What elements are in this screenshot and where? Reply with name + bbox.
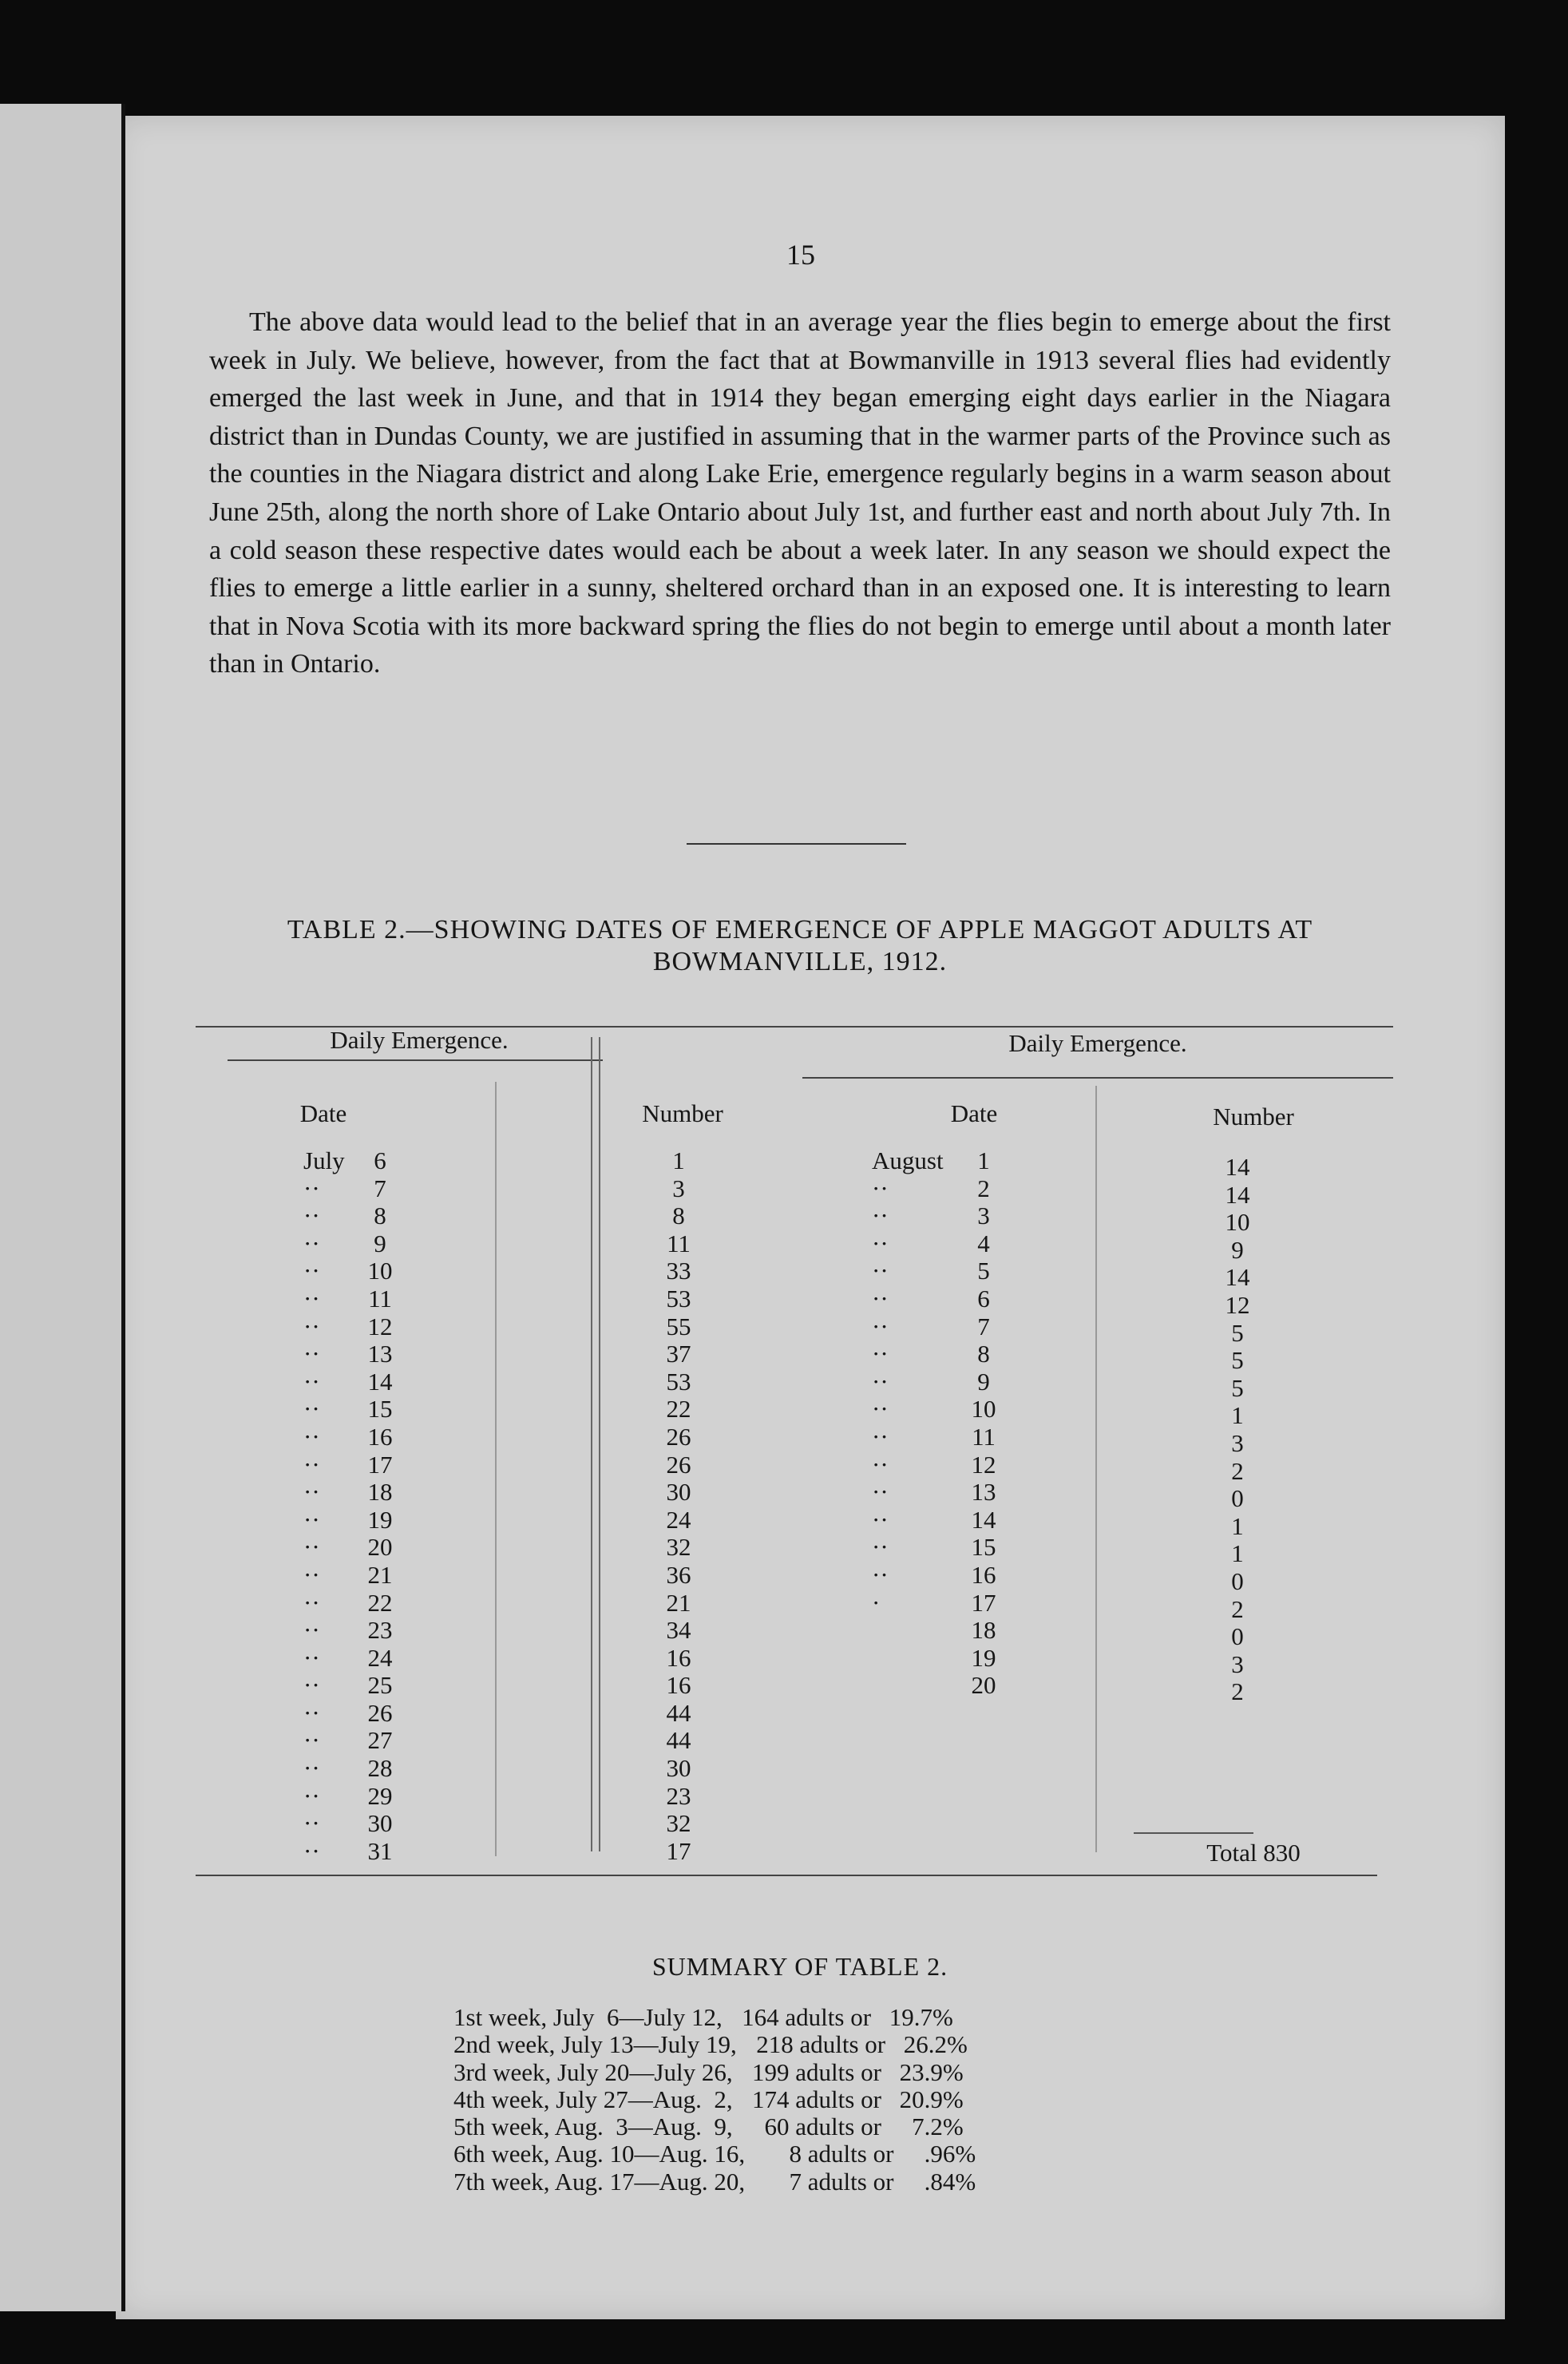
date-month: July xyxy=(303,1146,345,1174)
date-month: ·· xyxy=(303,1395,320,1424)
section-divider xyxy=(687,843,906,845)
group-rule-right xyxy=(802,1077,1393,1079)
right-date-cell xyxy=(872,1230,1008,1258)
date-month: ·· xyxy=(303,1478,320,1507)
left-date-cell xyxy=(303,1424,404,1451)
right-number-cell: 14 xyxy=(1225,1180,1250,1209)
summary-range: July 13—July 19, xyxy=(561,2030,743,2059)
summary-list xyxy=(453,2004,976,2196)
date-month: ·· xyxy=(303,1533,320,1562)
left-date-cell xyxy=(303,1340,404,1368)
date-day: 10 xyxy=(971,1395,996,1424)
left-number-cell: 26 xyxy=(666,1450,691,1479)
summary-percent: .96% xyxy=(924,2140,976,2168)
table-title-line-1: TABLE 2.—SHOWING DATES OF EMERGENCE OF APPLE MAGGOT ADULTS AT xyxy=(287,915,1313,944)
date-month: ·· xyxy=(303,1671,320,1700)
date-day: 11 xyxy=(972,1422,996,1451)
summary-or: or xyxy=(844,2003,877,2031)
total-label: Total xyxy=(1206,1839,1257,1867)
summary-or: or xyxy=(854,2113,888,2141)
date-day: 8 xyxy=(374,1202,386,1230)
date-month: ·· xyxy=(872,1284,889,1313)
date-day: 27 xyxy=(367,1726,393,1755)
date-month: ·· xyxy=(303,1367,320,1396)
date-month: ·· xyxy=(303,1202,320,1230)
right-date-cell xyxy=(872,1672,1008,1700)
left-date-cell xyxy=(303,1645,404,1673)
left-number-cell: 16 xyxy=(666,1671,691,1700)
date-month: ·· xyxy=(303,1781,320,1810)
date-month: ·· xyxy=(872,1312,889,1340)
date-day: 10 xyxy=(367,1257,393,1285)
group-header-left: Daily Emergence. xyxy=(330,1026,509,1054)
date-month: ·· xyxy=(872,1367,889,1396)
date-day: 20 xyxy=(971,1671,996,1700)
left-date-cell xyxy=(303,1147,404,1175)
summary-row xyxy=(453,2004,976,2031)
left-date-cell xyxy=(303,1202,404,1230)
left-date-cell xyxy=(303,1562,404,1590)
left-date-cell xyxy=(303,1368,404,1396)
column-rule-left xyxy=(495,1082,497,1856)
summary-adults: 164 adults xyxy=(742,2003,845,2031)
right-date-cell xyxy=(872,1451,1008,1479)
date-month: ·· xyxy=(872,1340,889,1368)
left-number-cell: 30 xyxy=(666,1754,691,1783)
left-number-cell: 55 xyxy=(666,1312,691,1340)
summary-adults: 218 adults xyxy=(756,2030,859,2059)
summary-week: 6th week, xyxy=(453,2140,555,2168)
summary-percent: .84% xyxy=(924,2167,976,2196)
date-month: ·· xyxy=(872,1257,889,1285)
col-header-date-right: Date xyxy=(950,1099,998,1127)
summary-or: or xyxy=(854,2085,888,2113)
date-day: 20 xyxy=(367,1533,393,1562)
summary-week: 4th week, xyxy=(453,2085,556,2113)
date-month: ·· xyxy=(872,1478,889,1507)
date-day: 21 xyxy=(367,1560,393,1589)
table-bottom-rule xyxy=(196,1875,1377,1876)
date-day: 30 xyxy=(367,1809,393,1838)
date-month: ·· xyxy=(303,1809,320,1838)
left-date-cell xyxy=(303,1451,404,1479)
date-month: ·· xyxy=(872,1174,889,1202)
date-day: 18 xyxy=(971,1616,996,1645)
left-number-cell: 17 xyxy=(666,1836,691,1865)
date-month: ·· xyxy=(303,1284,320,1313)
summary-adults: 8 adults xyxy=(789,2140,867,2168)
summary-row xyxy=(453,2168,976,2196)
date-day: 5 xyxy=(977,1257,990,1285)
left-number-cell: 30 xyxy=(666,1478,691,1507)
left-date-cell xyxy=(303,1285,404,1313)
date-day: 6 xyxy=(977,1284,990,1313)
date-day: 15 xyxy=(971,1533,996,1562)
date-day: 29 xyxy=(367,1781,393,1810)
total-value: 830 xyxy=(1263,1839,1301,1867)
left-number-cell: 26 xyxy=(666,1422,691,1451)
left-date-cell xyxy=(303,1783,404,1811)
left-date-cell xyxy=(303,1396,404,1424)
date-day: 28 xyxy=(367,1754,393,1783)
right-number-cell: 10 xyxy=(1225,1208,1250,1237)
right-date-cell xyxy=(872,1396,1008,1424)
date-day: 2 xyxy=(977,1174,990,1202)
left-date-cell xyxy=(303,1507,404,1534)
right-date-cell xyxy=(872,1479,1008,1507)
date-day: 12 xyxy=(367,1312,393,1340)
left-number-cell: 8 xyxy=(672,1202,685,1230)
emergence-table xyxy=(196,1026,1393,1888)
summary-range: July 6—July 12, xyxy=(552,2003,729,2031)
summary-range: July 27—Aug. 2, xyxy=(556,2085,739,2113)
summary-percent: 20.9% xyxy=(899,2085,964,2113)
date-month: ·· xyxy=(303,1422,320,1451)
date-month: ·· xyxy=(303,1836,320,1865)
date-month: ·· xyxy=(872,1395,889,1424)
date-day: 24 xyxy=(367,1643,393,1672)
right-number-cell: 14 xyxy=(1225,1263,1250,1292)
date-month: ·· xyxy=(303,1754,320,1783)
summary-adults: 174 adults xyxy=(752,2085,855,2113)
right-date-cell xyxy=(872,1285,1008,1313)
left-date-cell xyxy=(303,1175,404,1203)
right-number-cell: 5 xyxy=(1231,1318,1244,1347)
group-rule-left xyxy=(228,1059,603,1061)
date-day: 23 xyxy=(367,1616,393,1645)
date-month: ·· xyxy=(303,1174,320,1202)
date-day: 11 xyxy=(368,1284,392,1313)
left-date-cell xyxy=(303,1672,404,1700)
left-number-cell: 16 xyxy=(666,1643,691,1672)
left-number-cell: 34 xyxy=(666,1616,691,1645)
column-rule-right xyxy=(1095,1086,1097,1852)
date-day: 18 xyxy=(367,1478,393,1507)
right-date-cell xyxy=(872,1147,1008,1175)
date-month: ·· xyxy=(303,1588,320,1617)
date-month: ·· xyxy=(303,1560,320,1589)
col-header-number-right: Number xyxy=(1213,1103,1294,1131)
summary-row xyxy=(453,2140,976,2168)
date-day: 16 xyxy=(971,1560,996,1589)
summary-or: or xyxy=(866,2140,901,2168)
left-number-cell: 37 xyxy=(666,1340,691,1368)
date-month: ·· xyxy=(872,1229,889,1257)
summary-adults: 7 adults xyxy=(789,2167,867,2196)
summary-week: 1st week, xyxy=(453,2003,553,2031)
right-number-cell: 12 xyxy=(1225,1290,1250,1319)
left-number-cell: 22 xyxy=(666,1395,691,1424)
date-day: 26 xyxy=(367,1698,393,1727)
date-day: 17 xyxy=(971,1588,996,1617)
left-number-cell: 53 xyxy=(666,1367,691,1396)
col-header-number-left: Number xyxy=(642,1099,723,1127)
right-date-cell xyxy=(872,1313,1008,1341)
right-date-cell xyxy=(872,1340,1008,1368)
date-month: ·· xyxy=(303,1643,320,1672)
table-center-rule-2 xyxy=(599,1037,600,1851)
right-date-column xyxy=(872,1147,1008,1700)
left-date-cell xyxy=(303,1479,404,1507)
date-day: 15 xyxy=(367,1395,393,1424)
right-number-cell: 5 xyxy=(1231,1346,1244,1375)
right-date-cell xyxy=(872,1368,1008,1396)
summary-week: 2nd week, xyxy=(453,2030,562,2059)
right-number-cell: 3 xyxy=(1231,1428,1244,1457)
left-number-cell: 33 xyxy=(666,1257,691,1285)
table-title xyxy=(209,914,1391,978)
date-day: 4 xyxy=(977,1229,990,1257)
left-number-cell: 23 xyxy=(666,1781,691,1810)
left-date-cell xyxy=(303,1590,404,1618)
summary-percent: 26.2% xyxy=(903,2030,968,2059)
date-month: ·· xyxy=(872,1505,889,1534)
summary-adults: 60 adults xyxy=(764,2113,855,2141)
right-number-cell: 1 xyxy=(1231,1539,1244,1568)
date-day: 14 xyxy=(367,1367,393,1396)
left-date-cell xyxy=(303,1755,404,1783)
left-date-cell xyxy=(303,1257,404,1285)
date-month: · xyxy=(872,1588,881,1617)
summary-percent: 19.7% xyxy=(889,2003,953,2031)
date-day: 14 xyxy=(971,1505,996,1534)
page-number: 15 xyxy=(786,239,815,271)
date-day: 6 xyxy=(374,1146,386,1174)
left-number-cell: 36 xyxy=(666,1560,691,1589)
left-date-cell xyxy=(303,1534,404,1562)
right-date-cell xyxy=(872,1257,1008,1285)
date-month: ·· xyxy=(872,1533,889,1562)
left-number-cell: 32 xyxy=(666,1533,691,1562)
total-row xyxy=(1134,1839,1373,1867)
summary-or: or xyxy=(858,2030,892,2059)
right-number-cell: 3 xyxy=(1231,1649,1244,1678)
date-day: 8 xyxy=(977,1340,990,1368)
date-month: ·· xyxy=(872,1202,889,1230)
summary-week: 7th week, xyxy=(453,2167,555,2196)
left-number-cell: 21 xyxy=(666,1588,691,1617)
right-number-cell: 0 xyxy=(1231,1566,1244,1595)
date-day: 7 xyxy=(374,1174,386,1202)
summary-row xyxy=(453,2113,976,2140)
summary-row xyxy=(453,2086,976,2113)
right-number-cell: 0 xyxy=(1231,1622,1244,1651)
summary-or: or xyxy=(854,2057,888,2086)
right-date-cell xyxy=(872,1562,1008,1590)
date-day: 7 xyxy=(977,1312,990,1340)
group-header-right: Daily Emergence. xyxy=(1008,1029,1187,1057)
date-month: ·· xyxy=(303,1257,320,1285)
date-day: 22 xyxy=(367,1588,393,1617)
date-month: ·· xyxy=(303,1229,320,1257)
right-number-column xyxy=(1174,1154,1301,1706)
left-number-cell: 24 xyxy=(666,1505,691,1534)
summary-range: Aug. 17—Aug. 20, xyxy=(554,2167,751,2196)
right-date-cell xyxy=(872,1424,1008,1451)
facing-page-edge xyxy=(0,104,125,2311)
left-date-cell xyxy=(303,1617,404,1645)
date-month: ·· xyxy=(303,1616,320,1645)
summary-week: 3rd week, xyxy=(453,2057,557,2086)
left-number-cell: 1 xyxy=(672,1146,685,1174)
left-date-cell xyxy=(303,1727,404,1755)
date-month: ·· xyxy=(872,1450,889,1479)
date-day: 9 xyxy=(374,1229,386,1257)
date-month: ·· xyxy=(303,1312,320,1340)
date-day: 12 xyxy=(971,1450,996,1479)
right-number-cell: 1 xyxy=(1231,1401,1244,1430)
total-rule xyxy=(1134,1832,1253,1834)
summary-or: or xyxy=(866,2167,901,2196)
table-center-rule xyxy=(591,1037,592,1851)
left-number-cell: 44 xyxy=(666,1726,691,1755)
right-date-cell xyxy=(872,1534,1008,1562)
summary-percent: 23.9% xyxy=(899,2057,964,2086)
right-number-cell: 5 xyxy=(1231,1373,1244,1402)
date-day: 31 xyxy=(367,1836,393,1865)
right-number-cell: 14 xyxy=(1225,1153,1250,1181)
left-number-cell: 3 xyxy=(672,1174,685,1202)
right-date-cell xyxy=(872,1202,1008,1230)
date-day: 1 xyxy=(977,1146,990,1174)
left-number-column xyxy=(615,1147,742,1865)
right-date-cell xyxy=(872,1645,1008,1673)
col-header-date-left: Date xyxy=(299,1099,347,1127)
date-day: 25 xyxy=(367,1671,393,1700)
left-number-cell: 11 xyxy=(667,1229,691,1257)
right-number-cell: 2 xyxy=(1231,1677,1244,1706)
summary-percent: 7.2% xyxy=(912,2113,964,2141)
date-day: 13 xyxy=(367,1340,393,1368)
summary-adults: 199 adults xyxy=(752,2057,855,2086)
left-date-cell xyxy=(303,1838,404,1866)
right-date-cell xyxy=(872,1175,1008,1203)
right-number-cell: 2 xyxy=(1231,1456,1244,1485)
left-number-cell: 32 xyxy=(666,1809,691,1838)
date-month: ·· xyxy=(303,1726,320,1755)
date-month: ·· xyxy=(303,1505,320,1534)
paragraph-text: The above data would lead to the belief that in an average year the flies begin to emerge about the first week in July. We believe, however, from the fact that at Bowmanville in 1913 several flies had evidently emerged the last week in June, and that in 1914 they began emerging eight days earlier in the Niagara district than in Dundas County, we are justified in assuming that in the warmer parts of the Province such as the counties in the Niagara district and along Lake Erie, emergence regularly begins in a warm season about June 25th, along the north shore of Lake Ontario about July 1st, and further east and north about July 7th. In a cold season these respective dates would each be about a week later. In any season we should expect the flies to emerge a little earlier in a sunny, sheltered orchard than in an exposed one. It is interesting to learn that in Nova Scotia with its more backward spring the flies do not begin to emerge until about a month later than in Ontario. xyxy=(209,307,1391,679)
left-date-cell xyxy=(303,1810,404,1838)
summary-range: Aug. 3—Aug. 9, xyxy=(554,2113,739,2141)
right-date-cell xyxy=(872,1507,1008,1534)
date-day: 19 xyxy=(367,1505,393,1534)
summary-row xyxy=(453,2031,976,2058)
right-number-cell: 0 xyxy=(1231,1484,1244,1513)
date-month: August xyxy=(872,1146,944,1174)
summary-range: July 20—July 26, xyxy=(556,2057,739,2086)
date-day: 13 xyxy=(971,1478,996,1507)
left-date-cell xyxy=(303,1230,404,1258)
summary-week: 5th week, xyxy=(453,2113,555,2141)
date-day: 17 xyxy=(367,1450,393,1479)
right-number-cell: 9 xyxy=(1231,1235,1244,1264)
right-date-cell xyxy=(872,1590,1008,1618)
date-month: ·· xyxy=(872,1422,889,1451)
summary-range: Aug. 10—Aug. 16, xyxy=(554,2140,751,2168)
date-day: 9 xyxy=(977,1367,990,1396)
right-number-cell: 2 xyxy=(1231,1594,1244,1623)
date-day: 3 xyxy=(977,1202,990,1230)
date-month: ·· xyxy=(872,1560,889,1589)
left-number-cell: 53 xyxy=(666,1284,691,1313)
left-date-column xyxy=(303,1147,404,1865)
table-title-line-2: BOWMANVILLE, 1912. xyxy=(652,947,948,976)
summary-row xyxy=(453,2059,976,2086)
body-paragraph xyxy=(209,303,1391,683)
left-date-cell xyxy=(303,1313,404,1341)
date-day: 16 xyxy=(367,1422,393,1451)
date-day: 19 xyxy=(971,1643,996,1672)
date-month: ·· xyxy=(303,1340,320,1368)
summary-title: SUMMARY OF TABLE 2. xyxy=(651,1952,948,1981)
right-date-cell xyxy=(872,1617,1008,1645)
date-month: ·· xyxy=(303,1450,320,1479)
left-date-cell xyxy=(303,1700,404,1728)
date-month: ·· xyxy=(303,1698,320,1727)
right-number-cell: 1 xyxy=(1231,1511,1244,1540)
left-number-cell: 44 xyxy=(666,1698,691,1727)
